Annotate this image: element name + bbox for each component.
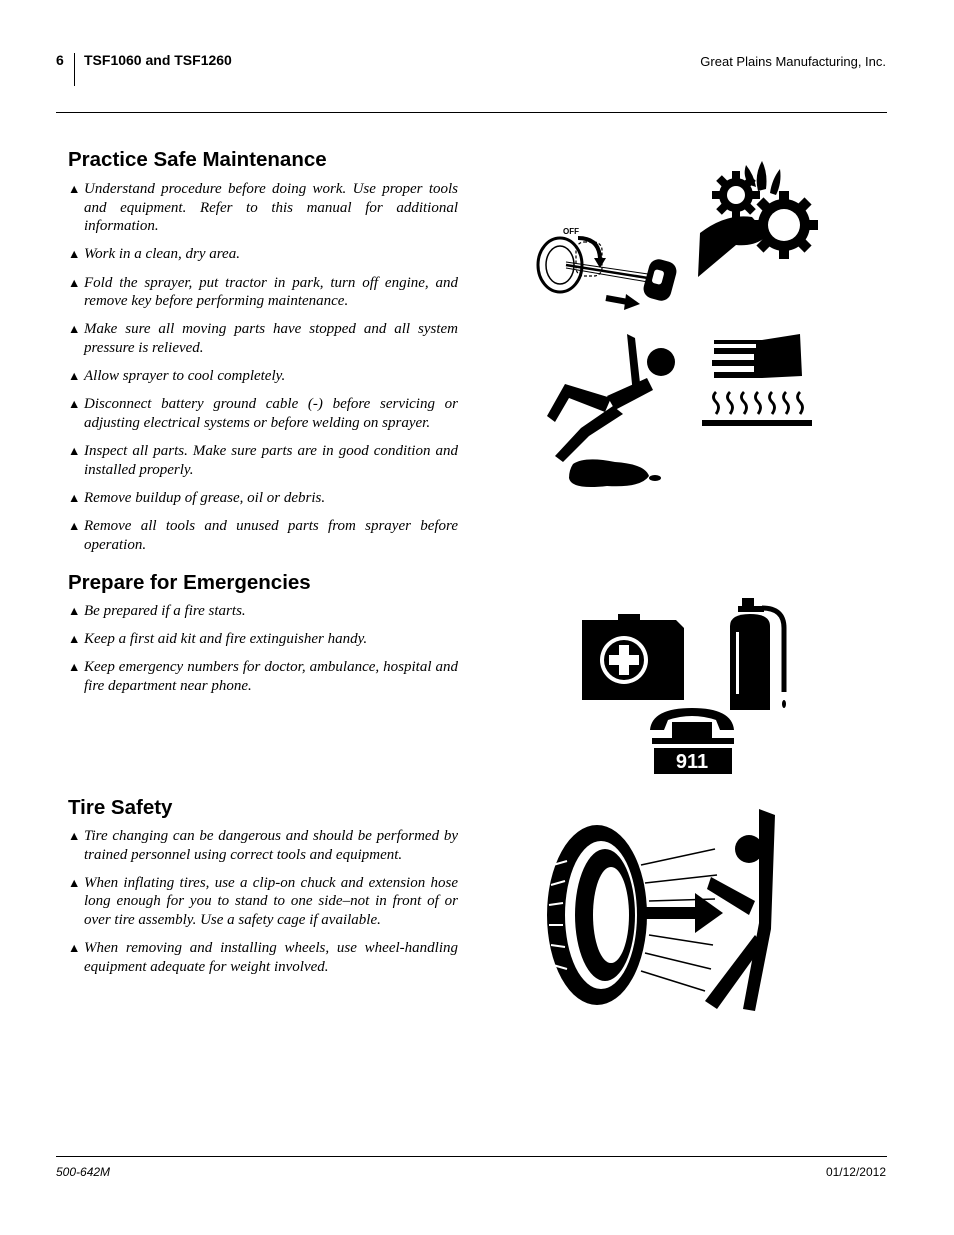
page-number: 6 xyxy=(56,52,64,68)
bullet-triangle-icon: ▲ xyxy=(68,490,81,505)
bullet-triangle-icon: ▲ xyxy=(68,397,81,412)
list-item: ▲ Fold the sprayer, put tractor in park, turn off engine, and remove key before performing maintenance. xyxy=(68,274,458,310)
list-item: ▲ Understand procedure before doing work. Use proper tools and equipment. Refer to this manual for additional information. xyxy=(68,181,458,235)
list-item: ▲ Remove all tools and unused parts from sprayer before operation. xyxy=(68,518,458,553)
section-title-emergencies: Prepare for Emergencies xyxy=(68,571,311,594)
footer-rule xyxy=(56,1156,887,1157)
list-item: ▲ Make sure all moving parts have stopped and all system pressure is relieved. xyxy=(68,321,458,356)
emergency-phone-911-icon xyxy=(648,700,738,776)
company-name: Great Plains Manufacturing, Inc. xyxy=(700,54,886,69)
list-item: ▲ Disconnect battery ground cable (-) before servicing or adjusting electrical systems or before welding on sprayer. xyxy=(68,396,458,431)
bullet-triangle-icon: ▲ xyxy=(68,247,81,262)
hand-gear-entanglement-icon xyxy=(696,155,826,280)
slip-fall-hazard-icon xyxy=(545,332,685,497)
list-item: ▲ Be prepared if a fire starts. xyxy=(68,603,246,619)
header-divider-vertical xyxy=(74,53,75,86)
ignition-key-off-icon xyxy=(530,220,690,320)
bullet-triangle-icon: ▲ xyxy=(68,632,81,647)
ignition-off-label: OFF xyxy=(563,227,579,236)
tire-safety-list xyxy=(68,827,458,986)
hot-surface-hand-icon xyxy=(700,332,815,432)
list-item: ▲ Keep emergency numbers for doctor, ambulance, hospital and fire department near phone. xyxy=(68,659,458,694)
bullet-triangle-icon: ▲ xyxy=(68,519,81,534)
bullet-triangle-icon: ▲ xyxy=(68,829,81,843)
fire-extinguisher-icon xyxy=(726,596,792,714)
section-title-maintenance: Practice Safe Maintenance xyxy=(68,148,327,171)
maintenance-list xyxy=(68,180,458,564)
bullet-triangle-icon: ▲ xyxy=(68,322,81,337)
document-title: TSF1060 and TSF1260 xyxy=(84,52,232,68)
bullet-triangle-icon: ▲ xyxy=(68,182,81,196)
tire-explosion-hazard-icon xyxy=(545,805,783,1015)
bullet-triangle-icon: ▲ xyxy=(68,875,81,890)
list-item: ▲ Keep a first aid kit and fire extinguisher handy. xyxy=(68,631,368,648)
list-item: ▲ When removing and installing wheels, use wheel-handling equipment adequate for weight involved. xyxy=(68,940,458,975)
bullet-triangle-icon: ▲ xyxy=(68,369,81,384)
bullet-triangle-icon: ▲ xyxy=(68,941,81,956)
list-item: ▲ Tire changing can be dangerous and should be performed by trained personnel using correct tools and equipment. xyxy=(68,828,458,863)
document-date: 01/12/2012 xyxy=(825,1165,886,1179)
emergencies-list xyxy=(68,602,458,705)
first-aid-kit-icon xyxy=(580,612,688,704)
list-item: ▲ Work in a clean, dry area. xyxy=(68,246,240,263)
bullet-triangle-icon: ▲ xyxy=(68,604,81,618)
emergency-number: 911 xyxy=(675,751,709,773)
bullet-triangle-icon: ▲ xyxy=(68,275,81,290)
section-title-tire-safety: Tire Safety xyxy=(68,796,173,819)
list-item: ▲ Allow sprayer to cool completely. xyxy=(68,368,286,385)
bullet-triangle-icon: ▲ xyxy=(68,444,81,459)
list-item: ▲ When inflating tires, use a clip-on chuck and extension hose long enough for you to stand to one side–not in front of or over tire assembly. Use a safety cage if available. xyxy=(68,874,458,928)
list-item: ▲ Inspect all parts. Make sure parts are in good condition and installed properly. xyxy=(68,443,458,478)
bullet-triangle-icon: ▲ xyxy=(68,660,81,675)
document-number: 500-642M xyxy=(56,1165,111,1179)
list-item: ▲ Remove buildup of grease, oil or debris. xyxy=(68,489,326,506)
header-rule xyxy=(56,112,887,113)
